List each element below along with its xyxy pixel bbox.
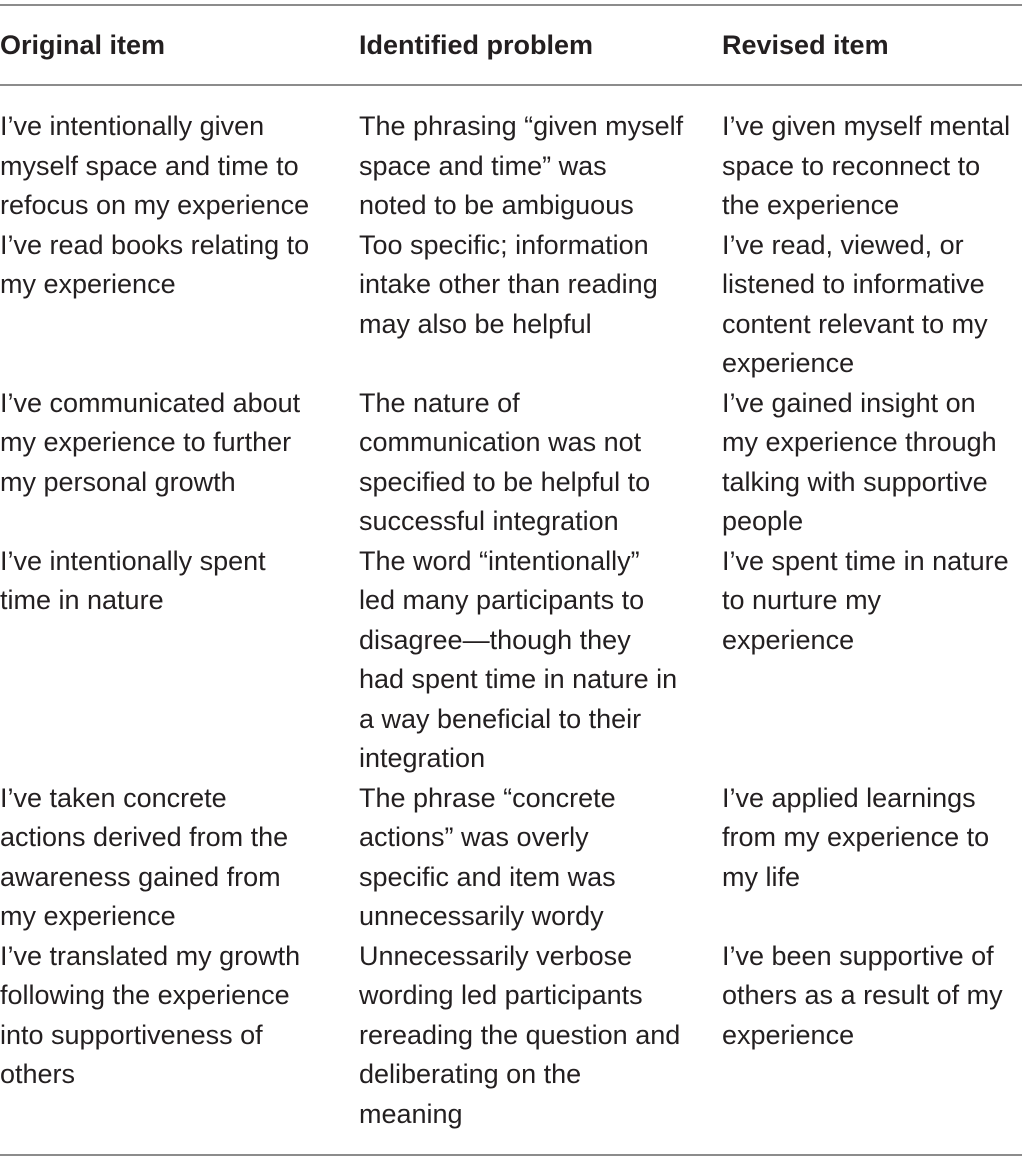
original-item-cell	[0, 226, 309, 305]
cell-text-line: time in nature	[0, 585, 164, 615]
cell-text-line: disagree—though they	[359, 624, 631, 655]
cell-text-line: had spent time in nature in	[359, 664, 678, 694]
cell-text-line: space to reconnect to	[722, 150, 981, 181]
revised-item-cell	[722, 107, 1010, 226]
cell-text-line: integration	[359, 743, 486, 773]
cell-text-line: I’ve spent time in nature	[722, 545, 1009, 576]
cell-text-line: I’ve applied learnings	[722, 782, 976, 813]
cell-text-line: my experience through	[722, 427, 997, 457]
cell-text-line: deliberating on the	[359, 1059, 582, 1089]
cell-text-line: specific and item was	[359, 861, 616, 892]
table-top-rule	[0, 4, 1022, 6]
cell-text-line: to nurture my	[722, 585, 882, 615]
cell-text-line: into supportiveness of	[0, 1019, 263, 1050]
cell-text-line: may also be helpful	[359, 308, 592, 339]
identified-problem-cell	[359, 937, 680, 1135]
cell-text-line: The word “intentionally”	[359, 545, 640, 576]
cell-text-line: my personal growth	[0, 466, 236, 497]
table-header-rule	[0, 84, 1022, 86]
cell-text-line: Unnecessarily verbose	[359, 940, 633, 971]
cell-text-line: space and time” was	[359, 150, 607, 181]
cell-text-line: The phrasing “given myself	[359, 111, 684, 141]
cell-text-line: my experience	[0, 901, 176, 931]
cell-text-line: experience	[722, 1019, 855, 1050]
table-row	[0, 107, 1022, 226]
cell-text-line: actions derived from the	[0, 822, 289, 852]
identified-problem-cell	[359, 226, 658, 345]
cell-text-line: The nature of	[359, 387, 520, 418]
cell-text-line: talking with supportive	[722, 466, 988, 497]
cell-text-line: I’ve intentionally given	[0, 111, 265, 141]
cell-text-line: rereading the question and	[359, 1019, 681, 1050]
cell-text-line: following the experience	[0, 980, 290, 1010]
table-row	[0, 779, 1022, 937]
cell-text-line: my life	[722, 861, 801, 892]
header-original-item: Original item	[0, 30, 166, 60]
revised-item-cell	[722, 542, 1009, 661]
cell-text-line: specified to be helpful to	[359, 466, 651, 497]
cell-text-line: refocus on my experience	[0, 190, 310, 220]
cell-text-line: I’ve gained insight on	[722, 387, 976, 418]
cell-text-line: content relevant to my	[722, 308, 988, 339]
cell-text-line: actions” was overly	[359, 822, 589, 852]
identified-problem-cell	[359, 542, 677, 779]
cell-text-line: I’ve read, viewed, or	[722, 229, 964, 260]
cell-text-line: listened to informative	[722, 269, 985, 299]
identified-problem-cell	[359, 779, 616, 937]
cell-text-line: my experience	[0, 269, 176, 299]
header-identified-problem: Identified problem	[359, 30, 594, 60]
cell-text-line: successful integration	[359, 506, 619, 536]
cell-text-line: noted to be ambiguous	[359, 190, 634, 220]
cell-text-line: The phrase “concrete	[359, 782, 616, 813]
table-row	[0, 542, 1022, 779]
table-bottom-rule	[0, 1154, 1022, 1156]
cell-text-line: I’ve read books relating to	[0, 229, 310, 260]
revised-item-cell	[722, 226, 988, 384]
table-row	[0, 384, 1022, 542]
table-body	[0, 107, 1022, 1134]
cell-text-line: my experience to further	[0, 427, 292, 457]
original-item-cell	[0, 384, 300, 503]
cell-text-line: I’ve intentionally spent	[0, 545, 266, 576]
cell-text-line: I’ve translated my growth	[0, 940, 301, 971]
header-revised-item: Revised item	[722, 30, 889, 60]
cell-text-line: communication was not	[359, 427, 642, 457]
cell-text-line: I’ve given myself mental	[722, 111, 1011, 141]
revised-item-cell	[722, 779, 989, 898]
original-item-cell	[0, 542, 266, 621]
cell-text-line: others as a result of my	[722, 980, 1003, 1010]
original-item-cell	[0, 937, 300, 1095]
table-row	[0, 937, 1022, 1135]
cell-text-line: experience	[722, 624, 855, 655]
cell-text-line: awareness gained from	[0, 861, 281, 892]
cell-text-line: I’ve been supportive of	[722, 940, 994, 971]
cell-text-line: led many participants to	[359, 585, 645, 615]
original-item-cell	[0, 107, 309, 226]
cell-text-line: Too specific; information	[359, 229, 649, 260]
identified-problem-cell	[359, 107, 683, 226]
cell-text-line: intake other than reading	[359, 269, 658, 299]
identified-problem-cell	[359, 384, 650, 542]
cell-text-line: others	[0, 1059, 76, 1089]
cell-text-line: experience	[722, 348, 855, 378]
table-row	[0, 226, 1022, 384]
cell-text-line: unnecessarily wordy	[359, 901, 604, 931]
cell-text-line: meaning	[359, 1098, 463, 1129]
cell-text-line: people	[722, 506, 804, 536]
cell-text-line: wording led participants	[359, 980, 643, 1010]
cell-text-line: I’ve communicated about	[0, 387, 301, 418]
cell-text-line: I’ve taken concrete	[0, 782, 227, 813]
cell-text-line: from my experience to	[722, 822, 990, 852]
revised-item-cell	[722, 937, 1003, 1056]
original-item-cell	[0, 779, 288, 937]
revised-item-cell	[722, 384, 997, 542]
cell-text-line: the experience	[722, 190, 900, 220]
cell-text-line: a way beneficial to their	[359, 703, 642, 734]
cell-text-line: myself space and time to	[0, 150, 299, 181]
